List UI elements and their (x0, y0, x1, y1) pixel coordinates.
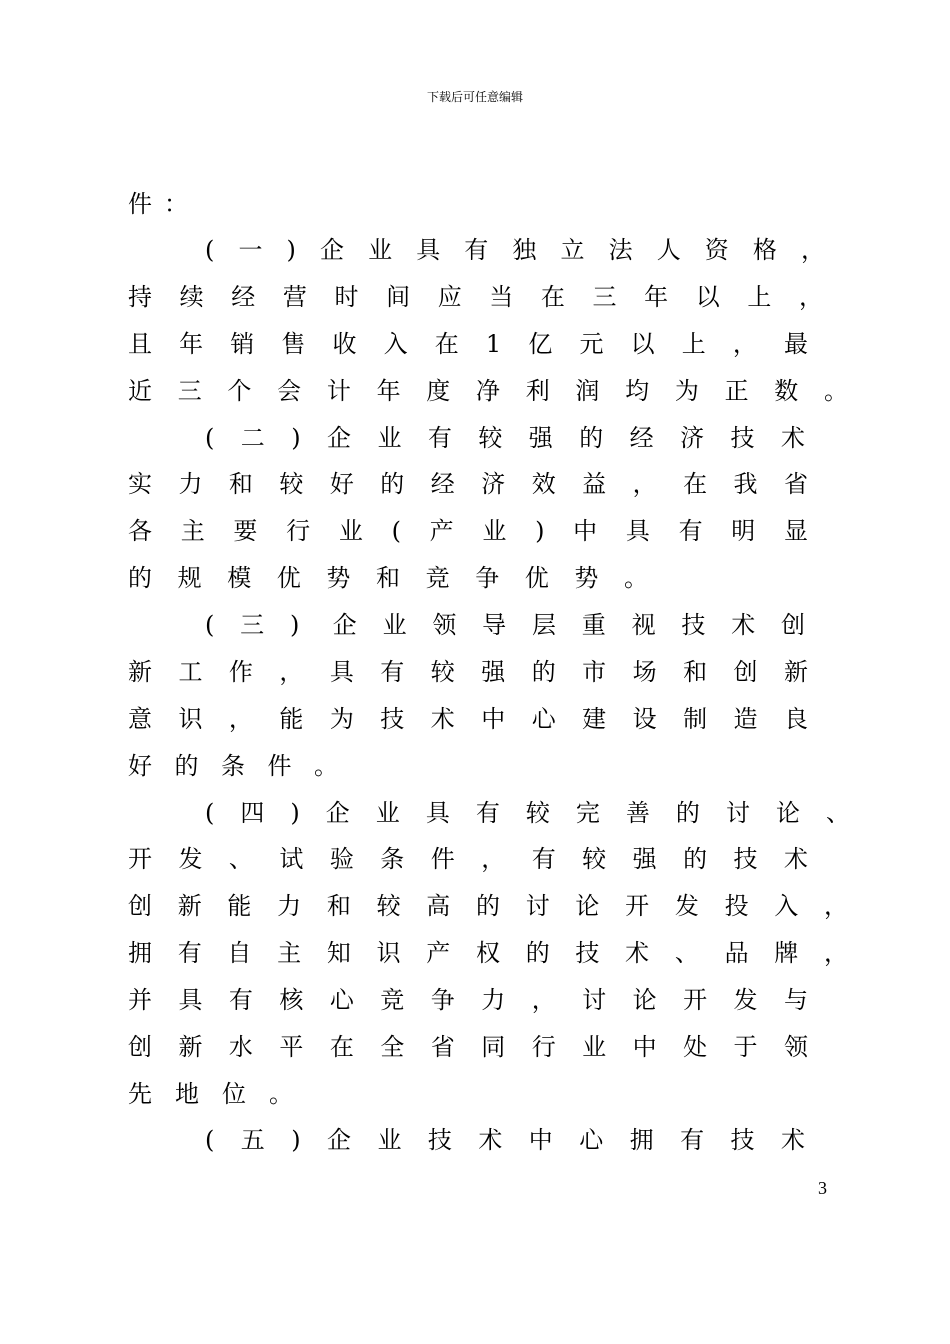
text-line: 并具有核心竞争力，讨论开发与 (128, 986, 808, 1014)
page-header: 下载后可任意编辑 (426, 90, 523, 104)
text-line: (二)企业有较强的经济技术 (205, 424, 805, 452)
text-line: 先地位。 (128, 1080, 293, 1108)
text-line: 实力和较好的经济效益，在我省 (128, 470, 808, 498)
text-line: 创新水平在全省同行业中处于领 (128, 1033, 808, 1061)
text-line: 好的条件。 (128, 752, 338, 780)
text-line: 的规模优势和竞争优势。 (128, 564, 648, 592)
text-line: 意识，能为技术中心建设制造良 (128, 705, 808, 733)
text-line: (五)企业技术中心拥有技术 (205, 1126, 805, 1154)
text-line: 新工作，具有较强的市场和创新 (128, 658, 808, 686)
text-line: 各主要行业(产业)中具有明显 (128, 517, 808, 545)
text-line: 件 ： (128, 190, 188, 218)
text-line: 拥有自主知识产权的技术、品牌， (128, 939, 848, 967)
text-line: 创新能力和较高的讨论开发投入， (128, 892, 848, 920)
text-line: 持续经营时间应当在三年以上， (128, 283, 823, 311)
text-line: (四)企业具有较完善的讨论、 (205, 799, 850, 827)
page-number: 3 (818, 1178, 827, 1198)
text-line: 开发、试验条件，有较强的技术 (128, 845, 808, 873)
text-line: 近三个会计年度净利润均为正数。 (128, 377, 848, 405)
text-line: (一)企业具有独立法人资格， (205, 236, 825, 264)
text-line: (三) 企业领导层重视技术创 (205, 611, 805, 639)
text-line: 且年销售收入在1亿元以上，最 (128, 330, 808, 358)
